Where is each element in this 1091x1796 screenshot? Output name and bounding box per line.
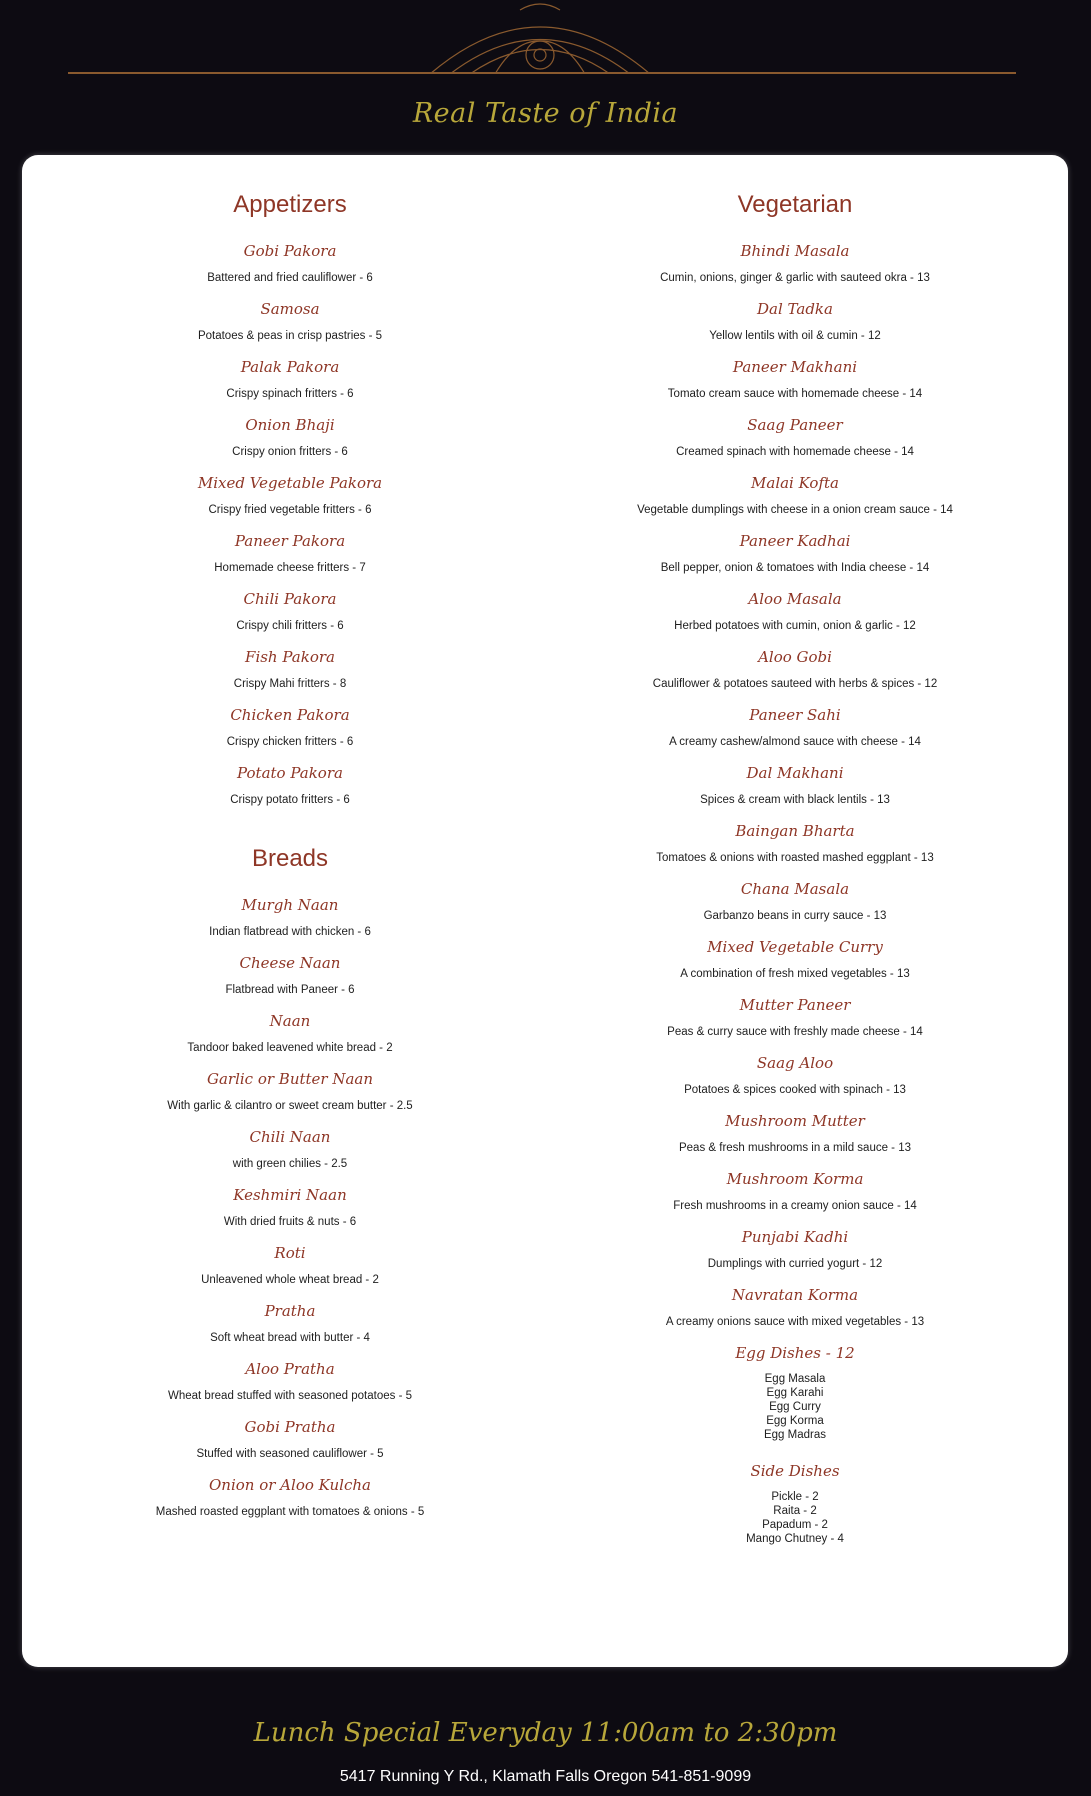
menu-item <box>590 416 1000 460</box>
menu-item <box>130 1012 450 1056</box>
menu-item-description: Crispy Mahi fritters - 8 <box>233 678 347 690</box>
menu-item-description: Spices & cream with black lentils - 13 <box>700 794 890 806</box>
egg-dishes-heading: Egg Dishes - 12 <box>735 1344 855 1362</box>
menu-item-description: Dumplings with curried yogurt - 12 <box>707 1258 883 1270</box>
menu-item-description: Fresh mushrooms in a creamy onion sauce - 14 <box>673 1200 917 1212</box>
menu-item-description: Tomatoes & onions with roasted mashed eggplant - 13 <box>656 852 934 864</box>
menu-item <box>590 532 1000 576</box>
menu-item <box>130 764 450 808</box>
menu-item <box>130 954 450 998</box>
list-item: Egg Curry <box>769 1401 821 1413</box>
list-item: Egg Karahi <box>766 1387 824 1399</box>
menu-item-name: Potato Pakora <box>237 764 343 782</box>
menu-item <box>590 996 1000 1040</box>
menu-item-description: Mashed roasted eggplant with tomatoes & onions - 5 <box>155 1506 425 1518</box>
menu-item-description: A combination of fresh mixed vegetables - 13 <box>680 968 910 980</box>
menu-item-name: Palak Pakora <box>240 358 340 376</box>
menu-item-name: Aloo Pratha <box>245 1360 335 1378</box>
menu-item-description: Crispy fried vegetable fritters - 6 <box>208 504 372 516</box>
menu-item-description: Crispy spinach fritters - 6 <box>226 388 354 400</box>
menu-item-name: Chili Naan <box>249 1128 331 1146</box>
menu-item <box>130 242 450 286</box>
menu-item <box>590 1170 1000 1214</box>
list-item: Egg Korma <box>766 1415 824 1427</box>
menu-item-name: Chicken Pakora <box>230 706 350 724</box>
menu-item-name: Paneer Pakora <box>234 532 346 550</box>
menu-item-description: Peas & curry sauce with freshly made cheese - 14 <box>667 1026 923 1038</box>
menu-item-name: Mutter Paneer <box>739 996 851 1014</box>
menu-item <box>130 1360 450 1404</box>
menu-item <box>590 764 1000 808</box>
menu-item <box>130 474 450 518</box>
menu-item-description: Crispy chicken fritters - 6 <box>226 736 354 748</box>
restaurant-address: 5417 Running Y Rd., Klamath Falls Oregon 541-851-9099 <box>339 1768 752 1785</box>
menu-item-description: Homemade cheese fritters - 7 <box>214 562 366 574</box>
right-column <box>590 190 1000 1566</box>
menu-item-name: Punjabi Kadhi <box>741 1228 849 1246</box>
menu-item-description: Soft wheat bread with butter - 4 <box>210 1332 370 1344</box>
breads-list <box>130 896 450 1520</box>
menu-item-description: Tomato cream sauce with homemade cheese - 14 <box>667 388 923 400</box>
menu-item-description: with green chilies - 2.5 <box>232 1158 348 1170</box>
breads-heading: Breads <box>251 845 329 872</box>
appetizers-heading: Appetizers <box>233 191 347 218</box>
menu-item <box>590 358 1000 402</box>
menu-item-name: Dal Makhani <box>746 764 844 782</box>
menu-item <box>590 822 1000 866</box>
page-title: Real Taste of India <box>412 98 679 129</box>
menu-item <box>130 590 450 634</box>
menu-item-name: Gobi Pakora <box>243 242 337 260</box>
appetizers-list <box>130 242 450 808</box>
menu-item-description: Potatoes & peas in crisp pastries - 5 <box>197 330 383 342</box>
menu-item-name: Paneer Kadhai <box>739 532 851 550</box>
menu-item-name: Bhindi Masala <box>740 242 850 260</box>
menu-item <box>590 1228 1000 1272</box>
menu-item-description: Creamed spinach with homemade cheese - 14 <box>676 446 914 458</box>
top-divider <box>68 72 1016 74</box>
list-item: Papadum - 2 <box>762 1519 828 1531</box>
menu-item <box>130 300 450 344</box>
menu-item-description: Battered and fried cauliflower - 6 <box>207 272 373 284</box>
menu-item-description: With dried fruits & nuts - 6 <box>223 1216 357 1228</box>
menu-item <box>130 1244 450 1288</box>
list-item: Pickle - 2 <box>771 1491 819 1503</box>
menu-item <box>130 1418 450 1462</box>
menu-item-name: Paneer Makhani <box>732 358 858 376</box>
menu-item-name: Aloo Gobi <box>758 648 832 666</box>
menu-item-name: Chili Pakora <box>243 590 337 608</box>
menu-item <box>130 648 450 692</box>
menu-item-name: Onion Bhaji <box>245 416 335 434</box>
menu-item-name: Paneer Sahi <box>749 706 841 724</box>
menu-item-description: A creamy onions sauce with mixed vegetables - 13 <box>665 1316 925 1328</box>
side-dishes-list <box>590 1490 1000 1546</box>
menu-item-description: Yellow lentils with oil & cumin - 12 <box>709 330 881 342</box>
menu-item-name: Malai Kofta <box>751 474 839 492</box>
menu-item <box>590 1054 1000 1098</box>
menu-item-name: Onion or Aloo Kulcha <box>209 1476 371 1494</box>
menu-item-description: Indian flatbread with chicken - 6 <box>209 926 371 938</box>
menu-item-name: Chana Masala <box>740 880 850 898</box>
menu-item-name: Baingan Bharta <box>735 822 855 840</box>
list-item: Raita - 2 <box>773 1505 817 1517</box>
menu-item-name: Aloo Masala <box>748 590 842 608</box>
menu-item-description: Stuffed with seasoned cauliflower - 5 <box>196 1448 384 1460</box>
menu-item <box>590 474 1000 518</box>
menu-item <box>590 1112 1000 1156</box>
menu-item-name: Samosa <box>260 300 320 318</box>
mandala-ornament-icon <box>425 0 655 74</box>
menu-item <box>590 880 1000 924</box>
menu-item <box>130 358 450 402</box>
menu-item-description: Herbed potatoes with cumin, onion & garlic - 12 <box>674 620 916 632</box>
left-column <box>130 190 450 1534</box>
menu-item-name: Roti <box>274 1244 306 1262</box>
menu-item-name: Murgh Naan <box>241 896 339 914</box>
menu-item <box>130 416 450 460</box>
menu-item-name: Mixed Vegetable Pakora <box>197 474 383 492</box>
menu-item <box>590 242 1000 286</box>
menu-item-name: Saag Aloo <box>756 1054 834 1072</box>
menu-item <box>590 300 1000 344</box>
menu-item-description: Cauliflower & potatoes sauteed with herbs & spices - 12 <box>652 678 938 690</box>
menu-item-name: Keshmiri Naan <box>233 1186 347 1204</box>
menu-item-description: With garlic & cilantro or sweet cream butter - 2.5 <box>167 1100 413 1112</box>
menu-item <box>130 1302 450 1346</box>
menu-item-name: Pratha <box>264 1302 316 1320</box>
list-item: Mango Chutney - 4 <box>746 1533 844 1545</box>
menu-item-name: Garlic or Butter Naan <box>206 1070 374 1088</box>
menu-item-name: Fish Pakora <box>245 648 335 666</box>
menu-item-description: Crispy onion fritters - 6 <box>232 446 348 458</box>
menu-item-description: Tandoor baked leavened white bread - 2 <box>187 1042 393 1054</box>
menu-item <box>590 590 1000 634</box>
menu-item-description: A creamy cashew/almond sauce with cheese - 14 <box>669 736 921 748</box>
menu-item-name: Saag Paneer <box>747 416 843 434</box>
list-item: Egg Madras <box>763 1429 826 1441</box>
menu-item <box>590 1286 1000 1330</box>
menu-item-description: Flatbread with Paneer - 6 <box>225 984 355 996</box>
menu-item-name: Mixed Vegetable Curry <box>707 938 883 956</box>
menu-item-description: Crispy chili fritters - 6 <box>236 620 344 632</box>
menu-item-name: Naan <box>269 1012 311 1030</box>
lunch-special: Lunch Special Everyday 11:00am to 2:30pm <box>253 1718 838 1748</box>
menu-item-description: Potatoes & spices cooked with spinach - 13 <box>684 1084 906 1096</box>
menu-item <box>590 648 1000 692</box>
menu-item-name: Mushroom Mutter <box>725 1112 865 1130</box>
menu-item-name: Gobi Pratha <box>244 1418 336 1436</box>
menu-item-description: Wheat bread stuffed with seasoned potatoes - 5 <box>168 1390 412 1402</box>
vegetarian-heading: Vegetarian <box>737 191 853 218</box>
menu-item-name: Navratan Korma <box>731 1286 859 1304</box>
menu-item-description: Vegetable dumplings with cheese in a onion cream sauce - 14 <box>637 504 953 516</box>
menu-item-description: Crispy potato fritters - 6 <box>230 794 350 806</box>
list-item: Egg Masala <box>764 1373 826 1385</box>
menu-item <box>130 532 450 576</box>
menu-item <box>130 896 450 940</box>
menu-item-description: Bell pepper, onion & tomatoes with India cheese - 14 <box>660 562 930 574</box>
egg-dishes-list <box>590 1372 1000 1442</box>
menu-item-name: Mushroom Korma <box>726 1170 864 1188</box>
menu-item <box>130 1186 450 1230</box>
menu-item-name: Cheese Naan <box>239 954 341 972</box>
menu-item <box>590 706 1000 750</box>
menu-item <box>130 1070 450 1114</box>
menu-item-description: Garbanzo beans in curry sauce - 13 <box>703 910 887 922</box>
menu-item <box>130 1128 450 1172</box>
menu-item-description: Unleavened whole wheat bread - 2 <box>201 1274 379 1286</box>
menu-item-description: Peas & fresh mushrooms in a mild sauce - 13 <box>678 1142 912 1154</box>
menu-item <box>130 1476 450 1520</box>
menu-item-description: Cumin, onions, ginger & garlic with sauteed okra - 13 <box>660 272 930 284</box>
side-dishes-heading: Side Dishes <box>750 1462 840 1480</box>
menu-item <box>590 938 1000 982</box>
menu-item <box>130 706 450 750</box>
menu-item-name: Dal Tadka <box>757 300 833 318</box>
vegetarian-list <box>590 242 1000 1330</box>
